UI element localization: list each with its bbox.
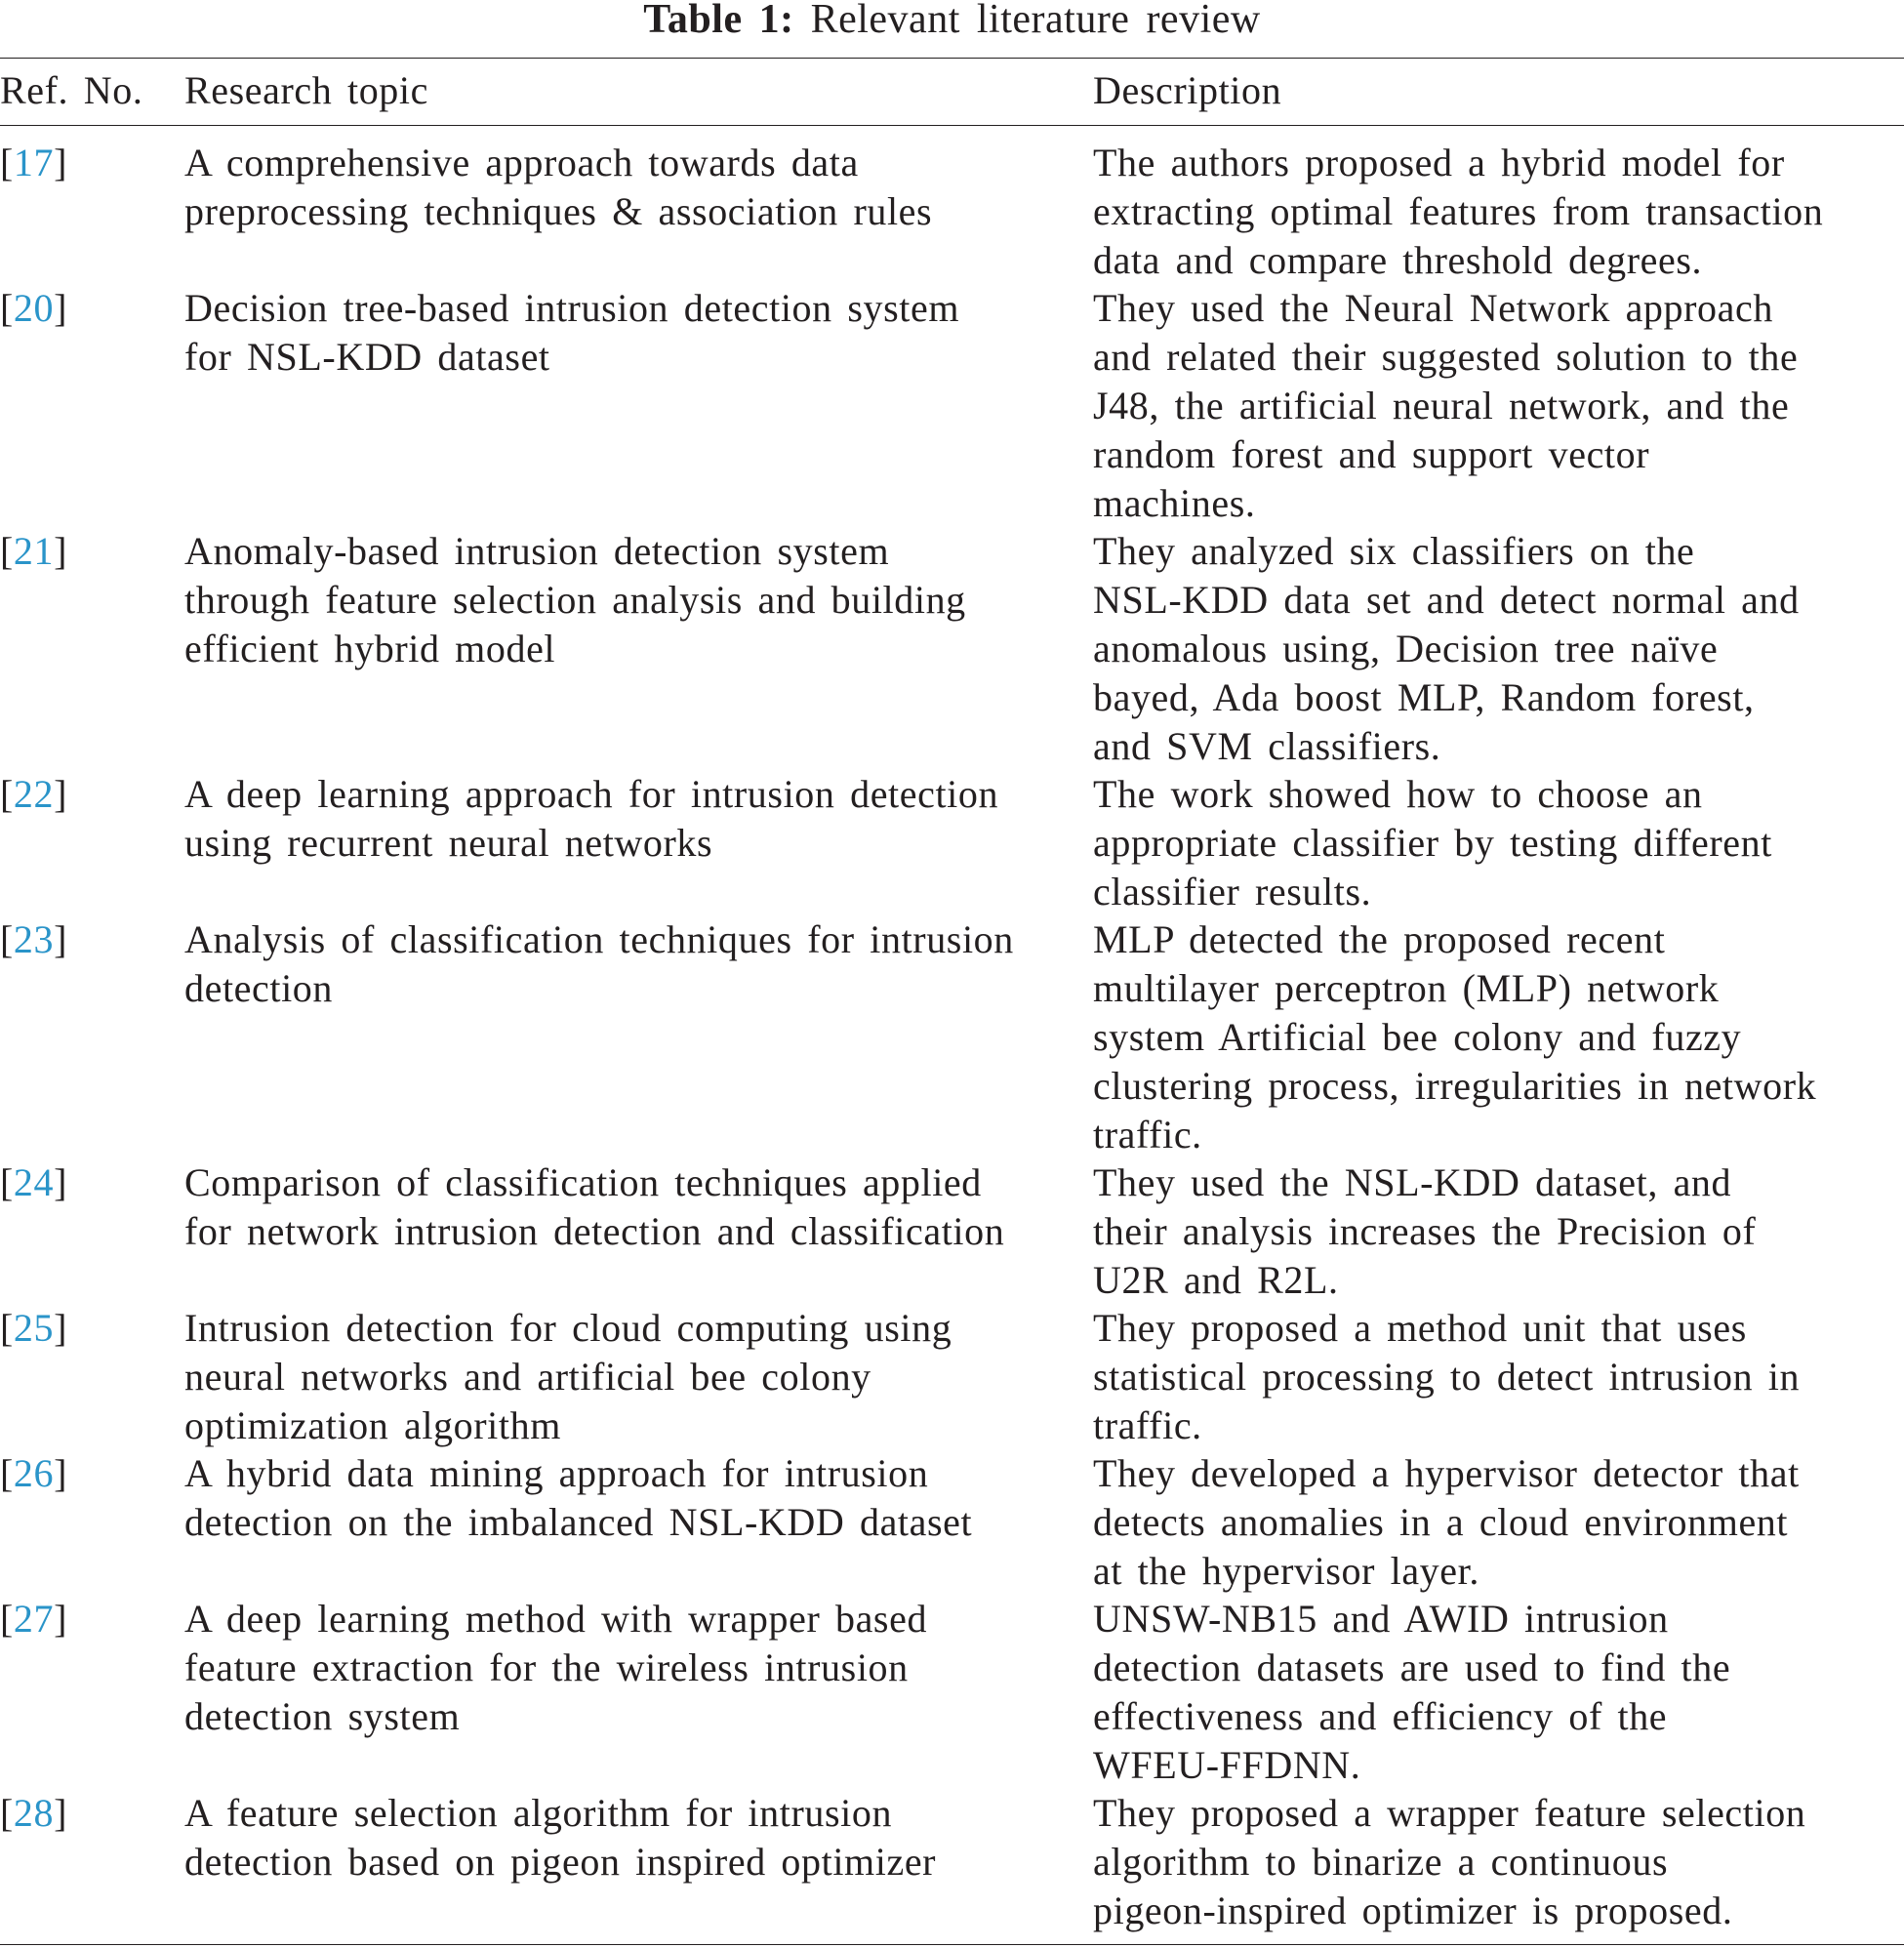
ref-bracket-close: ] xyxy=(54,529,68,573)
description-cell: They used the Neural Network approach and related their suggested solution to the J48, the artificial neural network, and the random forest and support vector machines. xyxy=(1093,286,1799,525)
description-cell: They developed a hypervisor detector that detects anomalies in a cloud environment at the hypervisor layer. xyxy=(1093,1451,1800,1593)
topic-cell: Comparison of classification techniques applied for network intrusion detection and classification xyxy=(184,1160,1005,1253)
ref-bracket-close: ] xyxy=(54,1160,68,1204)
ref-bracket-close: ] xyxy=(54,1597,68,1641)
ref-cell xyxy=(0,1158,176,1207)
header-desc: Description xyxy=(1093,68,1282,112)
ref-cell xyxy=(0,284,176,333)
topic-cell: A deep learning approach for intrusion detection using recurrent neural networks xyxy=(184,772,999,865)
ref-bracket-close: ] xyxy=(54,1451,68,1495)
topic-cell: Decision tree-based intrusion detection system for NSL-KDD dataset xyxy=(184,286,960,379)
description-cell: UNSW-NB15 and AWID intrusion detection datasets are used to find the effectiveness and efficiency of the WFEU-FFDNN. xyxy=(1093,1597,1731,1787)
table-caption-label: Table 1: xyxy=(643,0,794,42)
ref-bracket-close: ] xyxy=(54,772,68,816)
ref-bracket-open: [ xyxy=(0,1306,14,1350)
ref-bracket-close: ] xyxy=(54,1306,68,1350)
ref-cell xyxy=(0,1789,176,1838)
topic-cell: A comprehensive approach towards data preprocessing techniques & association rules xyxy=(184,141,933,233)
ref-bracket-open: [ xyxy=(0,286,14,330)
ref-bracket-open: [ xyxy=(0,1160,14,1204)
ref-bracket-open: [ xyxy=(0,529,14,573)
ref-link[interactable]: 28 xyxy=(13,1791,55,1835)
description-cell: MLP detected the proposed recent multilayer perceptron (MLP) network system Artificial bee colony and fuzzy clustering process, irregularities in network traffic. xyxy=(1093,917,1817,1157)
ref-link[interactable]: 25 xyxy=(13,1306,55,1350)
ref-cell xyxy=(0,139,176,187)
ref-link[interactable]: 22 xyxy=(13,772,55,816)
topic-cell: A deep learning method with wrapper based feature extraction for the wireless intrusion detection system xyxy=(184,1597,928,1738)
ref-bracket-open: [ xyxy=(0,772,14,816)
ref-link[interactable]: 17 xyxy=(13,141,55,184)
ref-link[interactable]: 21 xyxy=(13,529,55,573)
ref-bracket-close: ] xyxy=(54,917,68,961)
bottom-rule xyxy=(0,1944,1904,1945)
description-cell: They proposed a wrapper feature selection algorithm to binarize a continuous pigeon-inspired optimizer is proposed. xyxy=(1093,1791,1806,1932)
ref-cell xyxy=(0,770,176,819)
ref-cell xyxy=(0,1595,176,1644)
header-row xyxy=(0,66,1904,125)
ref-link[interactable]: 27 xyxy=(13,1597,55,1641)
description-cell: The work showed how to choose an appropriate classifier by testing different classifier results. xyxy=(1093,772,1772,913)
table-caption-title: Relevant literature review xyxy=(810,0,1261,42)
top-rule xyxy=(0,58,1904,59)
ref-bracket-open: [ xyxy=(0,917,14,961)
topic-cell: A hybrid data mining approach for intrusion detection on the imbalanced NSL-KDD dataset xyxy=(184,1451,973,1544)
description-cell: They proposed a method unit that uses statistical processing to detect intrusion in traffic. xyxy=(1093,1306,1801,1447)
topic-cell: Analysis of classification techniques for intrusion detection xyxy=(184,917,1014,1010)
ref-bracket-close: ] xyxy=(54,141,68,184)
ref-bracket-open: [ xyxy=(0,1597,14,1641)
ref-cell xyxy=(0,1304,176,1353)
ref-bracket-open: [ xyxy=(0,1451,14,1495)
ref-bracket-open: [ xyxy=(0,1791,14,1835)
header-rule xyxy=(0,125,1904,126)
ref-link[interactable]: 24 xyxy=(13,1160,55,1204)
ref-cell xyxy=(0,1449,176,1498)
ref-cell xyxy=(0,915,176,964)
topic-cell: A feature selection algorithm for intrusion detection based on pigeon inspired optimizer xyxy=(184,1791,937,1884)
topic-cell: Intrusion detection for cloud computing using neural networks and artificial bee colony optimization algorithm xyxy=(184,1306,952,1447)
ref-link[interactable]: 26 xyxy=(13,1451,55,1495)
description-cell: They used the NSL-KDD dataset, and their analysis increases the Precision of U2R and R2L. xyxy=(1093,1160,1757,1302)
table-caption xyxy=(0,0,1904,45)
topic-cell: Anomaly-based intrusion detection system through feature selection analysis and building efficient hybrid model xyxy=(184,529,966,670)
description-cell: They analyzed six classifiers on the NSL-KDD data set and detect normal and anomalous using, Decision tree naïve bayed, Ada boost MLP, Random forest, and SVM classifiers. xyxy=(1093,529,1800,768)
ref-link[interactable]: 23 xyxy=(13,917,55,961)
description-cell: The authors proposed a hybrid model for extracting optimal features from transaction data and compare threshold degrees. xyxy=(1093,141,1824,282)
ref-cell xyxy=(0,527,176,576)
ref-bracket-close: ] xyxy=(54,1791,68,1835)
ref-bracket-open: [ xyxy=(0,141,14,184)
ref-link[interactable]: 20 xyxy=(13,286,55,330)
header-ref: Ref. No. xyxy=(0,68,143,112)
header-topic: Research topic xyxy=(184,68,428,112)
ref-bracket-close: ] xyxy=(54,286,68,330)
